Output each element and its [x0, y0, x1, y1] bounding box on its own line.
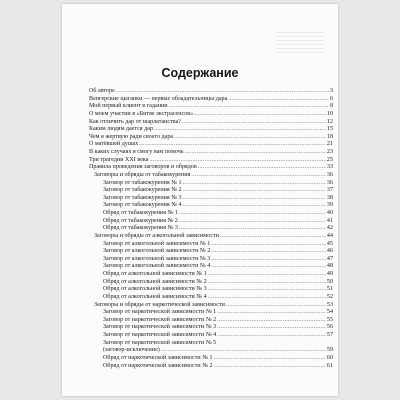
toc-entry-label: Заговор от табакокурения № 3 — [103, 194, 182, 201]
dot-leader — [208, 294, 326, 302]
toc-entry-label: Заговоры и обряды от алкогольной зависимости — [94, 232, 219, 239]
toc-entry-label: Заговор от алкогольной зависимости № 1 — [103, 240, 211, 247]
toc-entry-label: Каким людям дается дар — [89, 126, 153, 133]
toc-entry-page-number: 59 — [326, 347, 333, 354]
toc-entry-page-number: 10 — [326, 110, 333, 117]
toc-entry — [89, 149, 333, 157]
toc-entry-page-number: 36 — [326, 179, 333, 186]
toc-entry-label: Обряд от табакокурения № 2 — [103, 217, 178, 224]
toc-entry — [89, 119, 333, 127]
dot-leader — [161, 347, 326, 355]
toc-entry-page-number: 38 — [326, 194, 333, 201]
toc-entry-label: Заговор от табакокурения № 2 — [103, 187, 182, 194]
dot-leader — [168, 103, 328, 111]
toc-entry-page-number: 51 — [326, 286, 333, 293]
toc-entry-label: Об авторе — [89, 88, 115, 94]
toc-entry — [89, 225, 333, 233]
toc-entry-page-number: 57 — [326, 332, 333, 338]
toc-entry-page-number: 15 — [326, 126, 333, 133]
toc-entry-page-number: 54 — [326, 309, 333, 316]
dot-leader — [179, 225, 326, 233]
dot-leader — [182, 119, 326, 127]
toc-entry-label: Обряд от табакокурения № 1 — [103, 210, 178, 216]
dot-leader — [217, 309, 326, 317]
page-title: Содержание — [161, 66, 239, 80]
dot-leader — [211, 256, 326, 264]
dot-leader — [226, 302, 326, 310]
dot-leader — [217, 324, 326, 332]
toc-entry-label: Заговор от наркотической зависимости № 3 — [103, 324, 217, 331]
toc-entry-page-number: 49 — [326, 271, 333, 277]
dot-leader — [191, 172, 326, 180]
toc-entry — [89, 248, 333, 256]
dot-leader — [183, 180, 326, 188]
toc-entry-page-number: 6 — [329, 95, 333, 102]
dot-leader — [179, 218, 326, 226]
dot-leader — [220, 233, 326, 241]
toc-entry — [89, 233, 333, 241]
toc-entry-page-number: 25 — [326, 156, 333, 163]
dot-leader — [154, 126, 326, 134]
toc-entry-page-number: 47 — [326, 255, 333, 262]
toc-entry — [89, 355, 333, 363]
toc-entry-label: О моем участии в «Битве экстрасенсов» — [89, 110, 194, 117]
toc-entry-page-number: 41 — [326, 217, 333, 224]
dot-leader — [211, 263, 326, 271]
toc-entry-page-number: 53 — [326, 301, 333, 308]
toc-entry-page-number: 50 — [326, 278, 333, 285]
toc-entry-page-number: 23 — [326, 149, 333, 155]
dot-leader — [174, 134, 326, 142]
toc-entry — [89, 126, 333, 134]
dot-leader — [217, 317, 326, 325]
toc-entry-label: Заговор от наркотической зависимости № 1 — [103, 309, 217, 316]
toc-entry-page-number: 44 — [326, 232, 333, 239]
toc-entry-label: Обряд от алкогольной зависимости № 3 — [103, 286, 207, 293]
toc-entry — [89, 294, 333, 302]
toc-entry — [89, 210, 333, 218]
toc-entry-label: Заговор от наркотической зависимости № 2 — [103, 316, 217, 323]
toc-entry-label: Заговор от алкогольной зависимости № 4 — [103, 263, 211, 270]
toc-entry-label: Венгерские цыганки — первые обладательницы дара — [89, 95, 228, 102]
book-page — [62, 4, 338, 396]
toc-entry-label: Мой первый клиент в гадании — [89, 103, 168, 110]
toc-entry-page-number: 60 — [326, 354, 333, 361]
toc-entry-page-number: 61 — [326, 362, 333, 369]
toc-entry — [89, 180, 333, 188]
dot-leader — [116, 88, 329, 96]
toc-entry — [89, 172, 333, 180]
toc-entry-label: Заговор от наркотической зависимости № 4 — [103, 332, 217, 338]
toc-entry-label: Чем я жертвую ради своего дара — [89, 133, 174, 140]
dot-leader — [214, 355, 326, 363]
dot-leader — [183, 195, 326, 203]
toc-entry — [89, 363, 333, 371]
dot-leader — [194, 111, 326, 119]
toc-entry-page-number: 55 — [326, 316, 333, 323]
toc-entry-page-number: 18 — [326, 133, 333, 140]
toc-entry-page-number: 39 — [326, 202, 333, 209]
toc-entry-page-number: 42 — [326, 225, 333, 232]
toc-entry — [89, 164, 333, 172]
toc-entry-label: Заговор от алкогольной зависимости № 2 — [103, 248, 211, 255]
toc-entry — [89, 241, 333, 249]
toc-entry — [89, 103, 333, 111]
toc-entry-page-number: 52 — [326, 293, 333, 300]
toc-entry-label: Заговор от табакокурения № 4 — [103, 202, 182, 209]
toc-entry — [89, 347, 333, 355]
toc-entry — [89, 141, 333, 149]
table-of-contents — [89, 88, 333, 370]
toc-entry-label: Как отличить дар от шарлатанства? — [89, 118, 182, 125]
dot-leader — [183, 187, 326, 195]
toc-entry-label: (заговор-исключение) — [103, 347, 160, 354]
toc-entry — [89, 309, 333, 317]
toc-entry-page-number: 3 — [329, 88, 333, 94]
toc-entry-label: Обряд от наркотической зависимости № 2 — [103, 362, 213, 369]
dot-leader — [208, 271, 326, 279]
dot-leader — [208, 279, 326, 287]
toc-entry-page-number: 12 — [326, 118, 333, 125]
dot-leader — [208, 286, 326, 294]
toc-entry — [89, 302, 333, 310]
toc-entry-page-number: 36 — [326, 171, 333, 178]
dot-leader — [183, 202, 326, 210]
dot-leader — [217, 332, 326, 340]
toc-entry — [89, 111, 333, 119]
dot-leader — [228, 96, 329, 104]
toc-entry-label: Обряд от алкогольной зависимости № 1 — [103, 271, 207, 277]
toc-entry-label: Правила проведения заговоров и обрядов — [89, 164, 197, 171]
toc-entry-label: Обряд от наркотической зависимости № 1 — [103, 354, 213, 361]
dot-leader — [211, 248, 326, 256]
toc-entry-page-number: 48 — [326, 263, 333, 270]
toc-entry-label: Заговор от алкогольной зависимости № 3 — [103, 255, 211, 262]
toc-entry-page-number: 37 — [326, 187, 333, 194]
toc-entry-page-number: 33 — [326, 164, 333, 171]
bleed-through-text — [276, 32, 324, 56]
toc-entry-label: Три трагедии XXI века — [89, 156, 149, 163]
toc-entry — [89, 202, 333, 210]
toc-entry-page-number: 45 — [326, 240, 333, 247]
toc-entry — [89, 286, 333, 294]
toc-entry — [89, 88, 333, 96]
toc-entry-page-number: 21 — [326, 141, 333, 148]
toc-entry-label: Заговор от табакокурения № 1 — [103, 179, 182, 186]
toc-entry — [89, 263, 333, 271]
toc-entry — [89, 324, 333, 332]
dot-leader — [139, 141, 326, 149]
toc-entry-label: Обряд от алкогольной зависимости № 4 — [103, 293, 207, 300]
toc-entry-page-number: 56 — [326, 324, 333, 331]
toc-entry-label: Обряд от табакокурения № 3 — [103, 225, 178, 232]
dot-leader — [185, 149, 326, 157]
toc-entry — [89, 271, 333, 279]
toc-entry-label: В каких случаях я смогу вам помочь — [89, 149, 184, 155]
toc-entry-label: Заговоры и обряды от табакокурения — [94, 171, 191, 178]
toc-entry-page-number: 8 — [329, 103, 333, 110]
toc-entry-label: Заговоры и обряды от наркотической зависимости — [94, 301, 225, 308]
toc-entry-label: О матёвшей душах — [89, 141, 139, 148]
toc-entry-label: Обряд от алкогольной зависимости № 2 — [103, 278, 207, 285]
dot-leader — [211, 241, 326, 249]
toc-entry-page-number: 46 — [326, 248, 333, 255]
toc-entry — [89, 332, 333, 340]
dot-leader — [179, 210, 326, 218]
dot-leader — [198, 164, 326, 172]
toc-entry — [89, 187, 333, 195]
toc-entry-page-number: 40 — [326, 210, 333, 216]
dot-leader — [214, 363, 326, 371]
toc-entry-label: Заговор от наркотической зависимости № 5 — [103, 339, 217, 346]
